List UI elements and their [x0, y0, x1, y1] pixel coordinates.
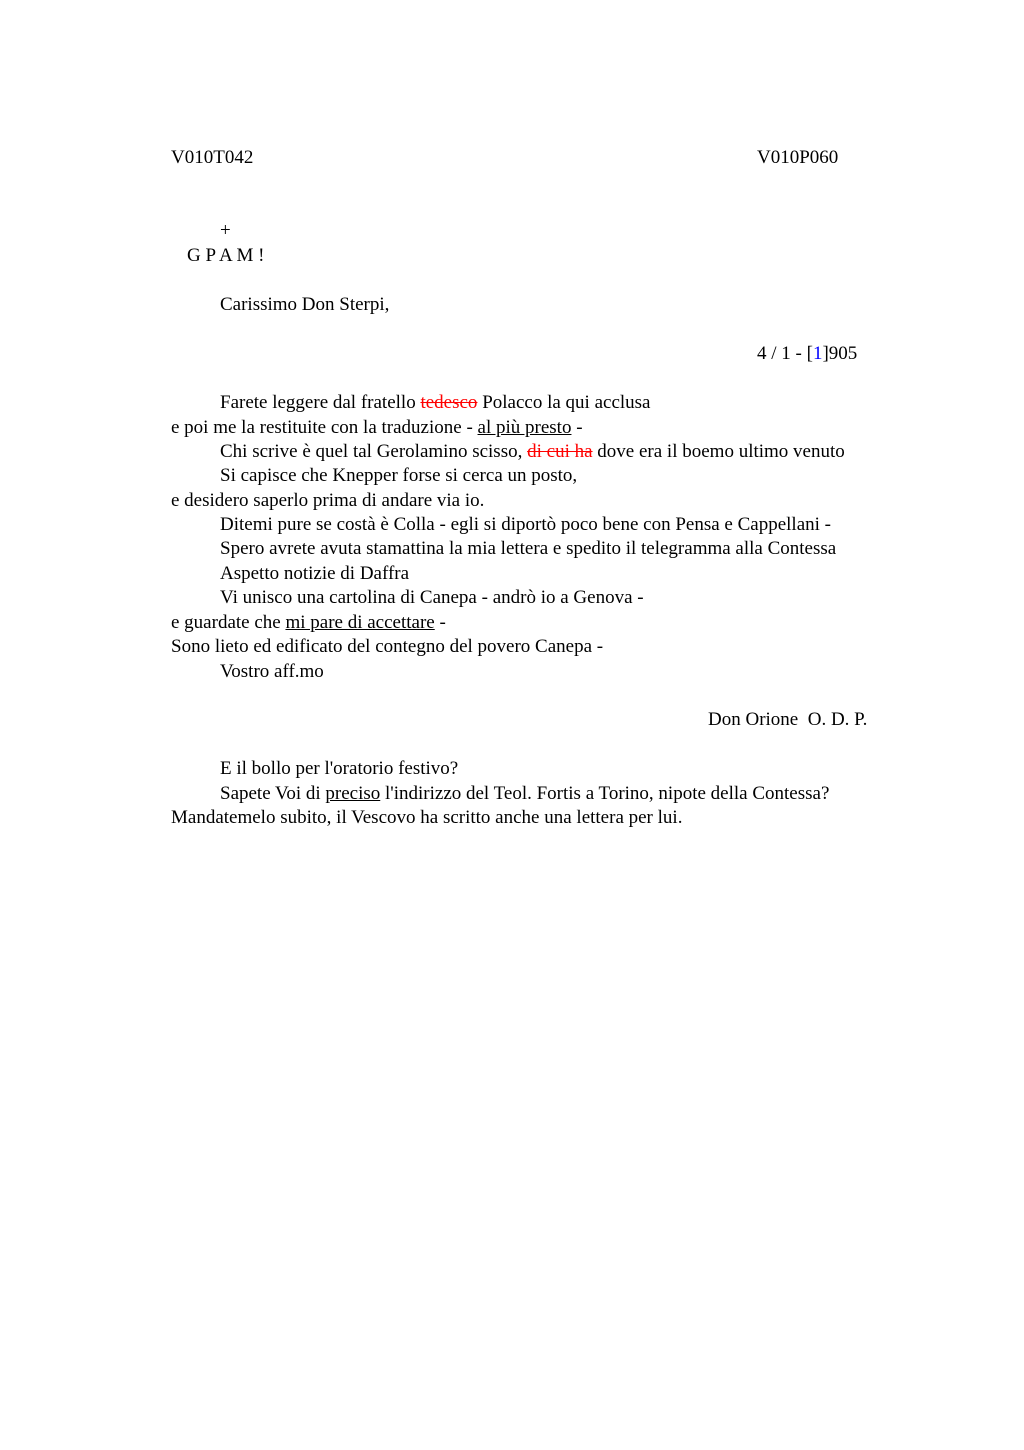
signature: Don Orione O. D. P.	[708, 709, 868, 730]
document-code-right: V010P060	[757, 147, 839, 168]
body-line-1	[220, 391, 650, 415]
deleted-word: tedesco	[420, 392, 478, 413]
text-segment: dove era il boemo ultimo venuto	[592, 441, 845, 462]
date-inserted-digit: 1	[812, 343, 823, 364]
text-segment: -	[571, 417, 583, 438]
text-segment: l'indirizzo del Teol. Fortis a Torino, nipote della Contessa?	[380, 783, 830, 804]
postscript-line-1: E il bollo per l'oratorio festivo?	[220, 758, 459, 779]
text-segment: Farete leggere dal fratello	[220, 392, 421, 413]
body-line-2	[171, 416, 583, 440]
underlined-phrase: mi pare di accettare	[285, 612, 435, 633]
date-suffix: ]905	[822, 343, 858, 364]
body-line-7: Spero avrete avuta stamattina la mia lettera e spedito il telegramma alla Contessa	[220, 538, 837, 559]
text-segment: -	[434, 612, 446, 633]
body-line-6: Ditemi pure se costà è Colla - egli si diportò poco bene con Pensa e Cappellani -	[220, 514, 831, 535]
date-prefix: 4 / 1 - [	[757, 343, 813, 364]
body-line-11: Sono lieto ed edificato del contegno del povero Canepa -	[171, 636, 604, 657]
cross-symbol: +	[220, 220, 231, 241]
text-segment: e poi me la restituite con la traduzione -	[171, 417, 478, 438]
body-line-9: Vi unisco una cartolina di Canepa - andrò io a Genova -	[220, 587, 644, 608]
closing: Vostro aff.mo	[220, 661, 324, 682]
text-segment: e guardate che	[171, 612, 286, 633]
postscript-line-2	[220, 782, 829, 806]
body-line-4: Si capisce che Knepper forse si cerca un posto,	[220, 465, 578, 486]
motto: G P A M !	[187, 245, 265, 266]
underlined-phrase: al più presto	[477, 417, 572, 438]
salutation: Carissimo Don Sterpi,	[220, 294, 390, 315]
body-line-3	[220, 440, 845, 464]
postscript-line-3: Mandatemelo subito, il Vescovo ha scritto anche una lettera per lui.	[171, 807, 683, 828]
body-line-10	[171, 611, 446, 635]
letter-date	[757, 342, 857, 366]
text-segment: Polacco la qui acclusa	[477, 392, 651, 413]
text-segment: Chi scrive è quel tal Gerolamino scisso,	[220, 441, 528, 462]
text-segment: Sapete Voi di	[220, 783, 326, 804]
body-line-8: Aspetto notizie di Daffra	[220, 563, 410, 584]
deleted-phrase: di cui ha	[527, 441, 593, 462]
body-line-5: e desidero saperlo prima di andare via io.	[171, 490, 485, 511]
underlined-word: preciso	[325, 783, 381, 804]
document-code-left: V010T042	[171, 147, 254, 168]
